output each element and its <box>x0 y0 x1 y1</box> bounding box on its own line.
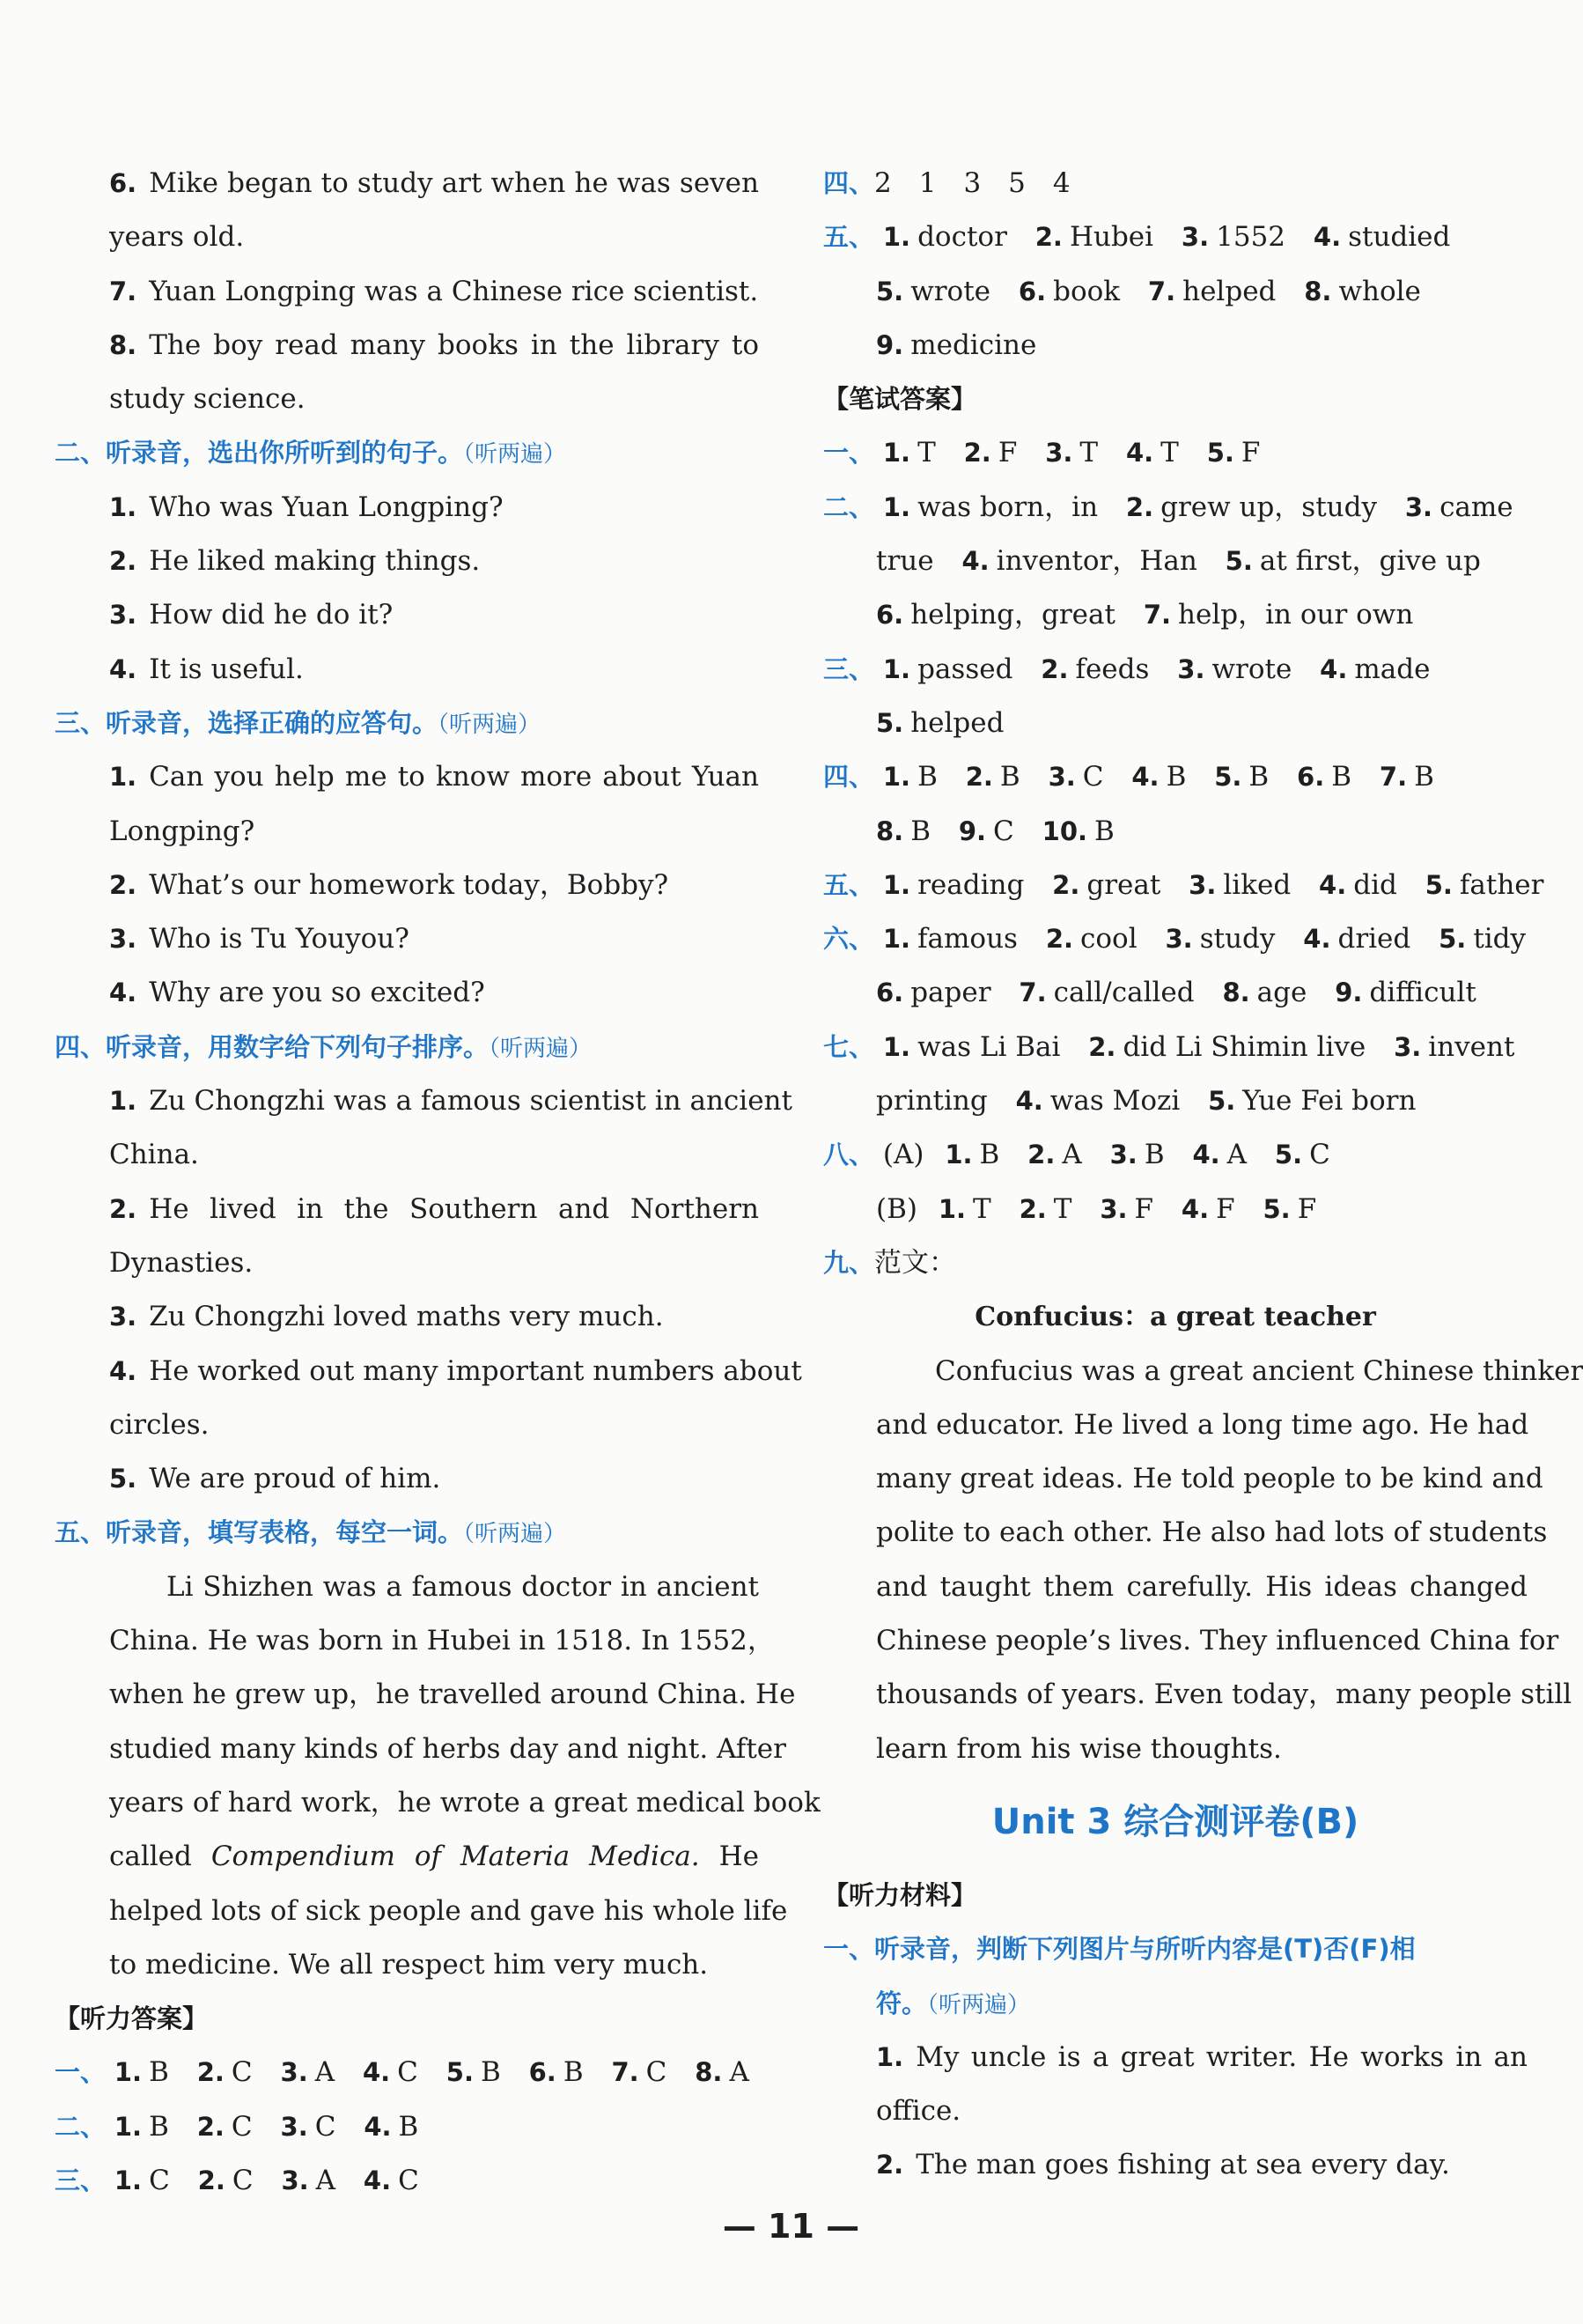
essay-line: and educator. He lived a long time ago. He had <box>876 1408 1529 1441</box>
unit-q1-line1: 1. My uncle is a great writer. He works in an <box>876 2040 1528 2073</box>
written-row-1: 一、 1. T 2. F 3. T 4. T 5. F <box>823 437 1261 469</box>
listen-q8-line2: study science. <box>109 383 306 416</box>
sec2-item: 3. How did he do it? <box>109 599 394 631</box>
unit-q1-line2: office. <box>876 2095 961 2128</box>
sec4-q2-line1: 2. He lived in the Southern and Northern <box>109 1192 759 1225</box>
sec2-item: 4. It is useful. <box>109 653 304 685</box>
section-3-heading: 三、听录音，选择正确的应答句。（听两遍） <box>55 707 541 738</box>
listening-answers-row-3: 三、 1. C 2. C 3. A 4. C <box>55 2164 419 2196</box>
sec2-item: 2. He liked making things. <box>109 545 481 578</box>
answer-row-r5-b: 5. wrote 6. book 7. helped 8. whole <box>876 275 1421 307</box>
unit-q2: 2. The man goes fishing at sea every day. <box>876 2149 1450 2181</box>
essay-line: thousands of years. Even today，many people still <box>876 1678 1572 1711</box>
written-row-5: 五、 1. reading 2. great 3. liked 4. did 5. father <box>823 868 1544 901</box>
right-column <box>823 157 1583 2193</box>
section-4-heading: 四、听录音，用数字给下列句子排序。（听两遍） <box>55 1031 593 1062</box>
sec4-q1-line1: 1. Zu Chongzhi was a famous scientist in ancient <box>109 1085 792 1118</box>
written-row-3-a: 三、 1. passed 2. feeds 3. wrote 4. made <box>823 653 1431 685</box>
sec4-q5: 5. We are proud of him. <box>109 1463 441 1495</box>
sec3-q3: 3. Who is Tu Youyou? <box>109 923 409 955</box>
written-answers-heading: 【笔试答案】 <box>823 384 977 415</box>
book-title: Compendium of Materia Medica. <box>210 1841 700 1873</box>
sec3-q1-line1: 1. Can you help me to know more about Yuan <box>109 761 759 793</box>
listening-answers-heading: 【听力答案】 <box>55 2003 209 2034</box>
listen-q8-line1: 8. The boy read many books in the library to <box>109 328 759 361</box>
written-row-6-a: 六、 1. famous 2. cool 3. study 4. dried 5. tidy <box>823 923 1527 955</box>
essay-line: and taught them carefully. His ideas changed <box>876 1570 1528 1603</box>
sec5-para-line: years of hard work，he wrote a great medical book <box>109 1786 821 1819</box>
sec4-q4-line1: 4. He worked out many important numbers about <box>109 1354 802 1387</box>
essay-title: Confucius：a great teacher <box>975 1302 1376 1333</box>
answer-row-r4: 四、2 1 3 5 4 <box>823 167 1071 199</box>
sec3-q2: 2. What’s our homework today，Bobby? <box>109 868 669 901</box>
sec5-para-line: helped lots of sick people and gave his whole life <box>109 1894 788 1927</box>
sec3-q1-line2: Longping? <box>109 815 255 847</box>
essay-line: many great ideas. He told people to be kind and <box>876 1463 1543 1495</box>
essay-line: Chinese people’s lives. They influenced China for <box>876 1625 1559 1657</box>
sec4-q2-line2: Dynasties. <box>109 1246 254 1279</box>
listening-answers-row-1: 一、 1. B 2. C 3. A 4. C 5. B 6. B 7. C 8. A <box>55 2056 749 2089</box>
sec2-item: 1. Who was Yuan Longping? <box>109 491 504 523</box>
essay-line: Confucius was a great ancient Chinese thinker <box>935 1354 1583 1387</box>
sec5-para-line: China. He was born in Hubei in 1518. In 1552， <box>109 1625 775 1657</box>
written-row-6-b: 6. paper 7. call/called 8. age 9. difficult <box>876 977 1476 1009</box>
listening-material-heading: 【听力材料】 <box>823 1879 977 1910</box>
answer-row-r5-c: 9. medicine <box>876 328 1037 361</box>
sec3-q4: 4. Why are you so excited? <box>109 977 485 1009</box>
written-row-2-b: true 4. inventor，Han 5. at first，give up <box>876 545 1481 578</box>
page-number: — 11 — <box>722 2207 860 2246</box>
sec5-para-line: called Compendium of Materia Medica. He <box>109 1841 759 1873</box>
section-2-heading: 二、听录音，选出你所听到的句子。（听两遍） <box>55 438 567 468</box>
sec5-para-line: when he grew up，he travelled around China. He <box>109 1678 796 1711</box>
listen-q7: 7. Yuan Longping was a Chinese rice scientist. <box>109 275 759 307</box>
sec4-q3: 3. Zu Chongzhi loved maths very much. <box>109 1301 664 1333</box>
listening-answers-row-2: 二、 1. B 2. C 3. C 4. B <box>55 2110 419 2143</box>
written-row-8-a: 八、 (A) 1. B 2. A 3. B 4. A 5. C <box>823 1139 1330 1171</box>
listen-q6-line1: 6. Mike began to study art when he was seven <box>109 167 759 199</box>
listen-q6-line2: years old. <box>109 221 245 254</box>
sec5-para-line: studied many kinds of herbs day and night. After <box>109 1732 786 1765</box>
unit-section-1-heading-line2: 符。（听两遍） <box>876 1988 1031 2018</box>
section-5-heading: 五、听录音，填写表格，每空一词。（听两遍） <box>55 1517 567 1548</box>
written-row-4-a: 四、 1. B 2. B 3. C 4. B 5. B 6. B 7. B <box>823 761 1434 793</box>
sec5-para-line: Li Shizhen was a famous doctor in ancient <box>166 1570 759 1603</box>
written-row-2-c: 6. helping，great 7. help，in our own <box>876 599 1414 631</box>
sec4-q1-line2: China. <box>109 1139 199 1171</box>
written-row-8-b: (B) 1. T 2. T 3. F 4. F 5. F <box>876 1192 1317 1225</box>
unit-section-1-heading-line1: 一、听录音，判断下列图片与所听内容是(T)否(F)相 <box>823 1934 1416 1965</box>
unit-title: Unit 3 综合测评卷(B) <box>991 1801 1359 1842</box>
essay-line: polite to each other. He also had lots of students <box>876 1516 1548 1549</box>
answer-row-r5-a: 五、 1. doctor 2. Hubei 3. 1552 4. studied <box>823 221 1451 254</box>
written-row-4-b: 8. B 9. C 10. B <box>876 815 1115 847</box>
written-row-7-b: printing 4. was Mozi 5. Yue Fei born <box>876 1085 1417 1118</box>
sec5-para-line: to medicine. We all respect him very much. <box>109 1948 709 1981</box>
sec4-q4-line2: circles. <box>109 1408 210 1441</box>
essay-line: learn from his wise thoughts. <box>876 1732 1282 1765</box>
written-row-2-a: 二、 1. was born，in 2. grew up，study 3. came <box>823 491 1513 523</box>
written-row-7-a: 七、 1. was Li Bai 2. did Li Shimin live 3. invent <box>823 1030 1515 1063</box>
left-column <box>55 157 821 2208</box>
written-row-9: 九、范文： <box>823 1246 957 1279</box>
written-row-3-b: 5. helped <box>876 706 1005 739</box>
